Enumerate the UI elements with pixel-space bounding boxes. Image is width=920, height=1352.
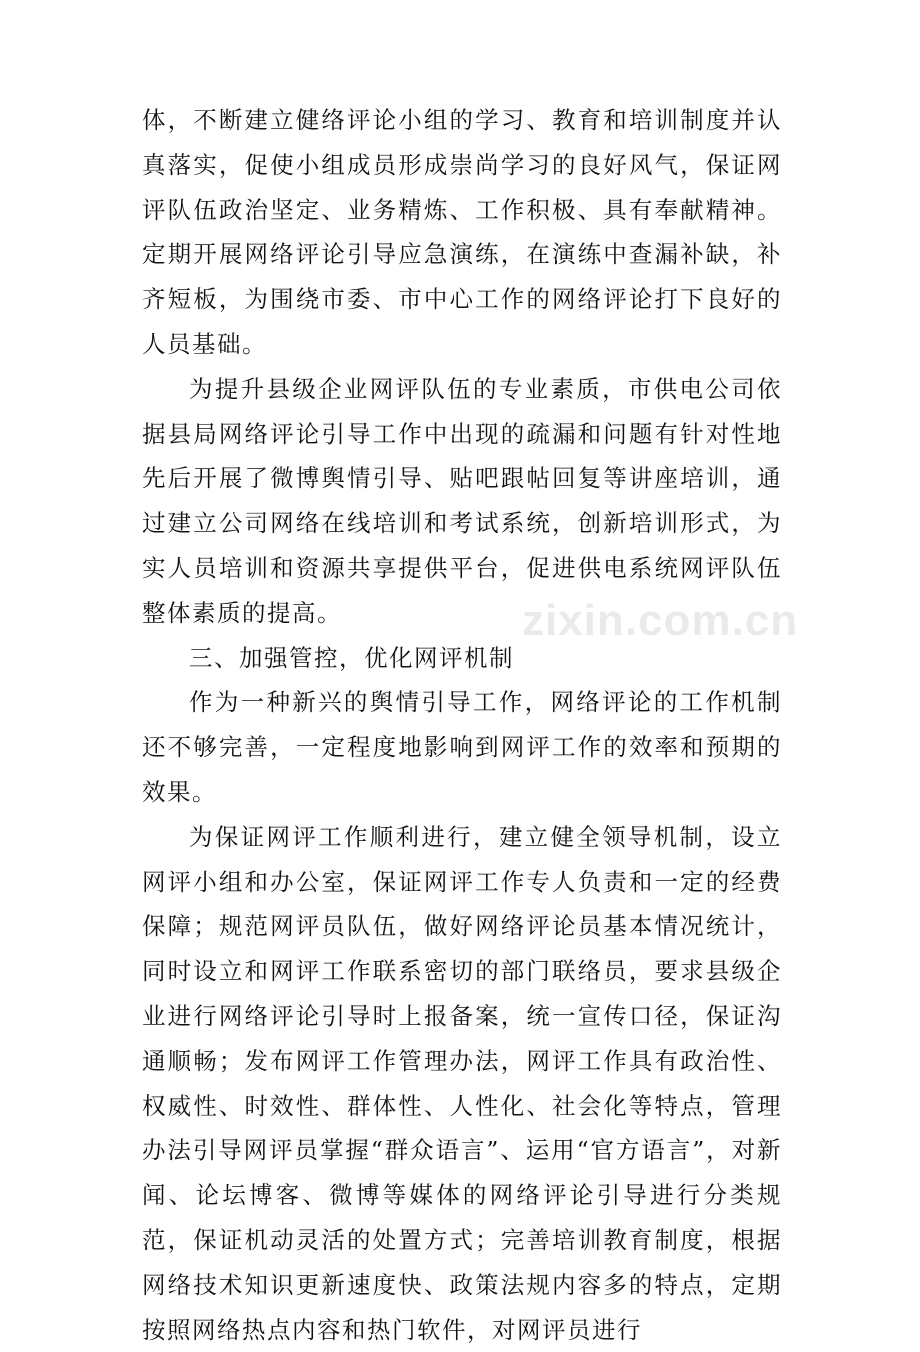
- paragraph-1: 体，不断建立健络评论小组的学习、教育和培训制度并认真落实，促使小组成员形成崇尚学习的良好风气，保证网评队伍政治坚定、业务精炼、工作积极、具有奉献精神。定期开展网络评论引导应急演练，在演练中查漏补缺，补齐短板，为围绕市委、市中心工作的网络评论打下良好的人员基础。: [142, 106, 782, 358]
- section-heading: 三、加强管控，优化网评机制: [189, 643, 514, 672]
- document-body: [142, 98, 782, 1352]
- paragraph-2: 为提升县级企业网评队伍的专业素质，市供电公司依据县局网络评论引导工作中出现的疏漏和问题有针对性地先后开展了微博舆情引导、贴吧跟帖回复等讲座培训，通过建立公司网络在线培训和考试系统，创新培训形式，为实人员培训和资源共享提供平台，促进供电系统网评队伍整体素质的提高。: [142, 374, 782, 627]
- paragraph-4: 为保证网评工作顺利进行，建立健全领导机制，设立网评小组和办公室，保证网评工作专人负责和一定的经费保障；规范网评员队伍，做好网络评论员基本情况统计，同时设立和网评工作联系密切的部门联络员，要求县级企业进行网络评论引导时上报备案，统一宣传口径，保证沟通顺畅；发布网评工作管理办法，网评工作具有政治性、权威性、时效性、群体性、人性化、社会化等特点，管理办法引导网评员掌握“群众语言”、运用“官方语言”，对新闻、论坛博客、微博等媒体的网络评论引导进行分类规范，保证机动灵活的处置方式；完善培训教育制度，根据网络技术知识更新速度快、政策法规内容多的特点，定期按照网络热点内容和热门软件，对网评员进行: [142, 822, 782, 1344]
- paragraph-3: 作为一种新兴的舆情引导工作，网络评论的工作机制还不够完善，一定程度地影响到网评工作的效率和预期的效果。: [142, 688, 782, 806]
- watermark: zixin.com.cn: [522, 596, 799, 645]
